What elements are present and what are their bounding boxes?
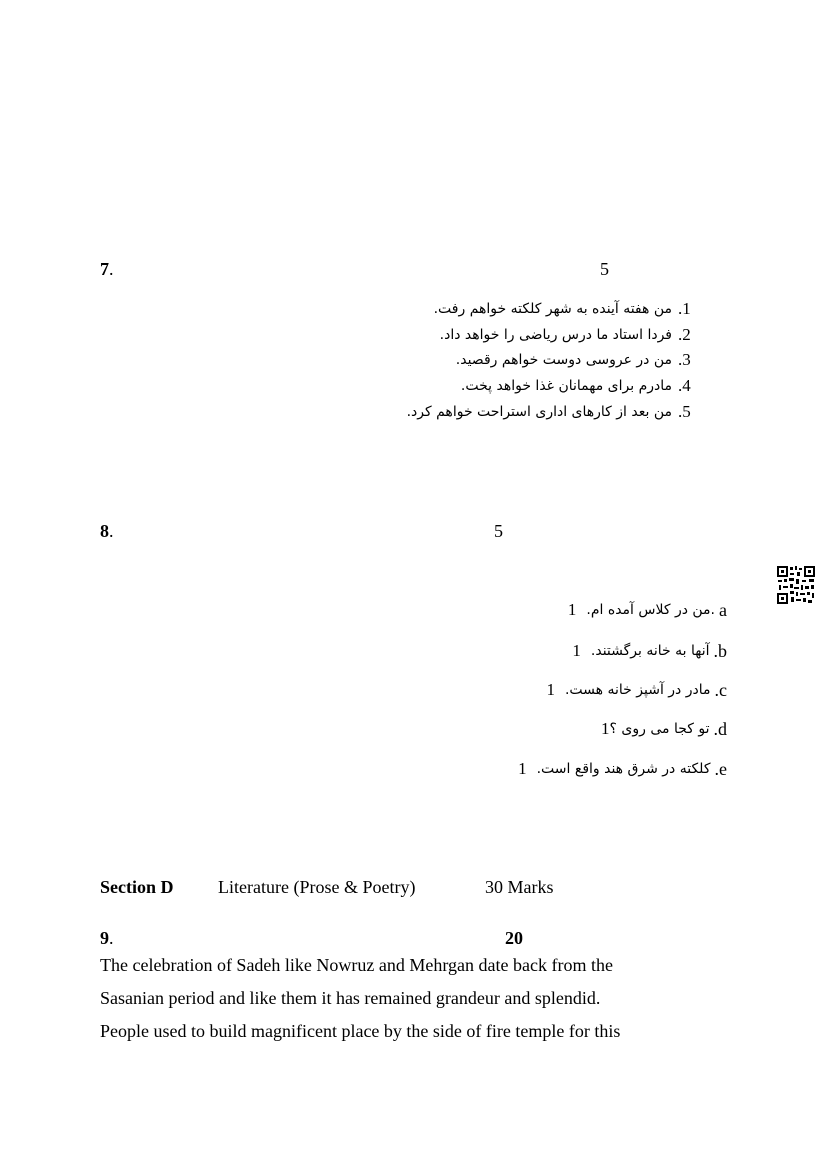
list-item: .1 من هفته آینده به شهر کلکته خواهم رفت. [433, 299, 691, 318]
list-item: .5 من بعد از کارهای اداری استراحت خواهم کرد. [406, 402, 691, 421]
question-9-paragraph [100, 949, 620, 1048]
question-7-number: 7. [100, 259, 114, 279]
question-7-marks: 5 [600, 259, 609, 279]
qr-code-icon [776, 565, 816, 605]
question-9-marks: 20 [505, 928, 523, 948]
question-9-number: 9. [100, 928, 114, 948]
section-marks: 30 Marks [485, 877, 554, 897]
list-item: a .من در کلاس آمده ام. 1 [567, 600, 727, 620]
section-subtitle: Literature (Prose & Poetry) [218, 877, 416, 897]
list-item: .c مادر در آشپز خانه هست. 1 [546, 680, 727, 700]
list-item: .e کلکته در شرق هند واقع است. 1 [518, 759, 727, 779]
list-item: .3 من در عروسی دوست خواهم رقصید. [455, 350, 691, 369]
list-item: .b آنها به خانه برگشتند. 1 [572, 641, 727, 661]
list-item: .2 فردا استاد ما درس ریاضی را خواهد داد. [439, 325, 691, 344]
question-8-marks: 5 [494, 521, 503, 541]
question-8-number: 8. [100, 521, 114, 541]
list-item: .4 مادرم برای مهمانان غذا خواهد پخت. [460, 376, 691, 395]
paragraph-line: Sasanian period and like them it has remained grandeur and splendid. [100, 988, 601, 1008]
paragraph-line: People used to build magnificent place by the side of fire temple for this [100, 1021, 621, 1041]
section-title: Section D [100, 877, 174, 897]
list-item: .d تو کجا می روی ؟ 1 [601, 719, 727, 739]
paragraph-line: The celebration of Sadeh like Nowruz and Mehrgan date back from the [100, 955, 613, 975]
